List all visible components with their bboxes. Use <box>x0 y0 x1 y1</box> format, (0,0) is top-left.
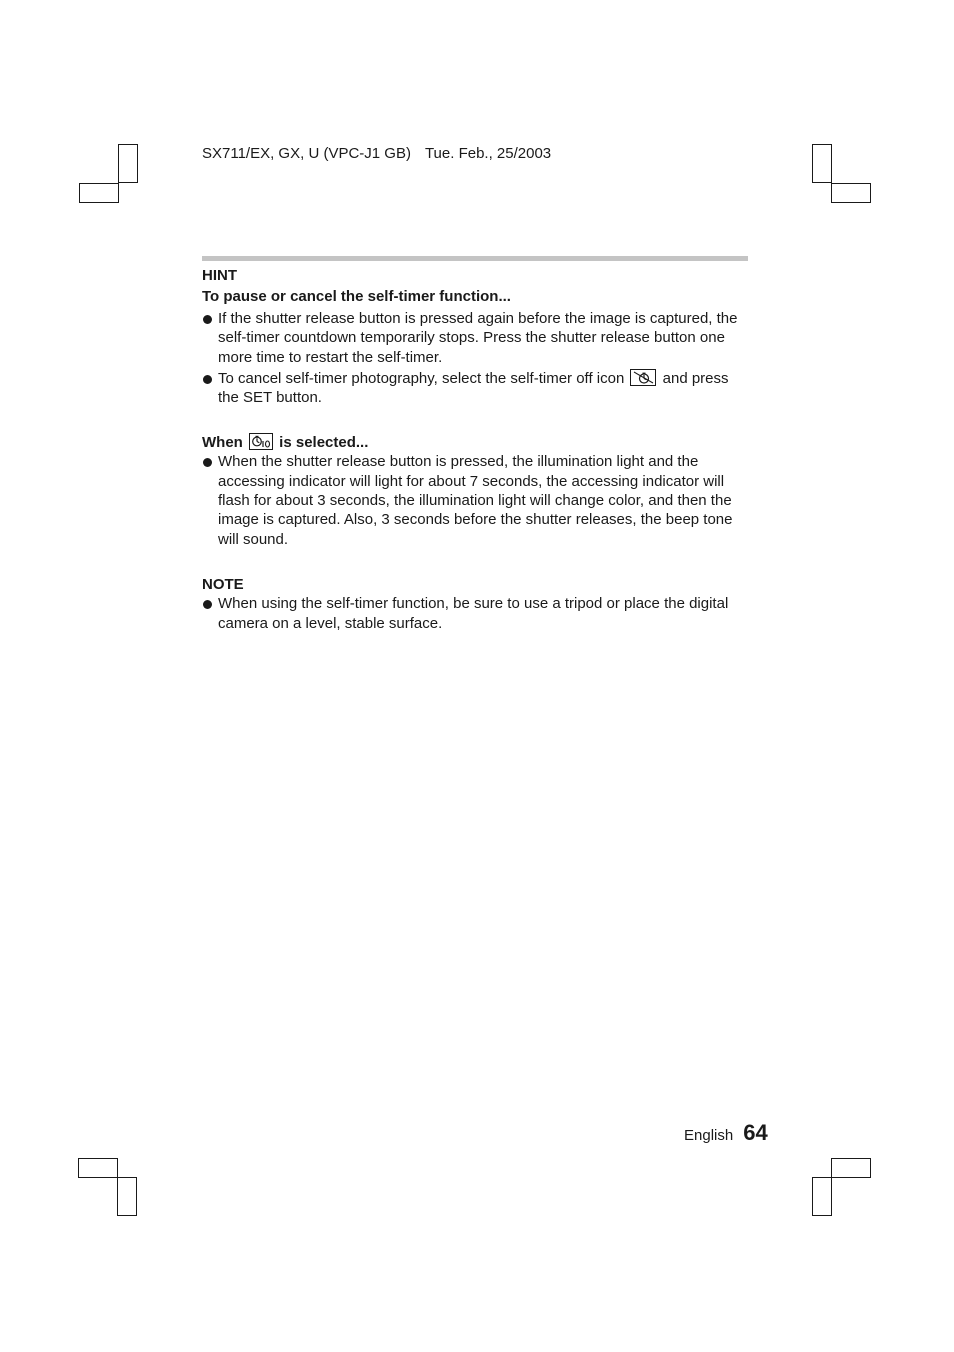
hint-label: HINT <box>202 267 237 284</box>
crop-mark-bottom-left-vertical <box>117 1177 137 1216</box>
crop-mark-bottom-right-vertical <box>812 1177 832 1216</box>
page-number: 64 <box>743 1120 768 1145</box>
language-label: English <box>684 1127 734 1144</box>
crop-mark-top-left-horizontal <box>79 183 119 203</box>
document-header <box>202 145 551 162</box>
crop-mark-bottom-right-horizontal <box>831 1158 871 1178</box>
crop-mark-bottom-left-horizontal <box>78 1158 118 1178</box>
hint-bullet-2-start: To cancel self-timer photography, select the self-timer off icon <box>218 369 625 387</box>
list-item <box>202 309 748 367</box>
when-title-end: is selected... <box>279 433 369 451</box>
when-list <box>202 452 748 549</box>
self-timer-off-icon <box>630 369 656 386</box>
section-rule <box>202 256 748 261</box>
list-item <box>202 369 748 408</box>
when-bullet-1: When the shutter release button is pressed, the illumination light and the accessing indicator will light for about 7 seconds, the accessing indicator will flash for about 3 seconds, the illumination light will change color, and then the image is captured. Also, 3 seconds before the shutter releases, the beep tone will sound. <box>218 453 733 548</box>
crop-mark-top-right-horizontal <box>831 183 871 203</box>
page-footer <box>684 1120 768 1146</box>
main-content <box>202 266 748 635</box>
hint-bullet-1: If the shutter release button is pressed again before the image is captured, the self-timer countdown temporarily stops. Press the shutter release button one more time to restart the self-timer. <box>218 309 738 366</box>
crop-mark-top-left-vertical <box>118 144 138 183</box>
model-text: SX711/EX, GX, U (VPC-J1 GB) <box>202 145 411 162</box>
bullet-icon <box>203 458 212 467</box>
note-label: NOTE <box>202 575 244 593</box>
bullet-icon <box>203 375 212 384</box>
note-bullet-1: When using the self-timer function, be sure to use a tripod or place the digital camera on a level, stable surface. <box>218 595 729 632</box>
hint-subtitle: To pause or cancel the self-timer function... <box>202 288 511 306</box>
when-selected-title <box>202 433 748 452</box>
date-text: Tue. Feb., 25/2003 <box>424 145 552 162</box>
when-title-start: When <box>202 433 243 451</box>
section-gap <box>202 551 748 575</box>
crop-mark-top-right-vertical <box>812 144 832 183</box>
bullet-icon <box>203 600 212 609</box>
hint-list <box>202 309 748 408</box>
section-gap <box>202 409 748 433</box>
hint-bullet-2-end: and press the SET button. <box>218 369 729 406</box>
bullet-icon <box>203 315 212 324</box>
note-list <box>202 594 748 633</box>
self-timer-10-icon <box>249 433 273 450</box>
list-item <box>202 452 748 549</box>
list-item <box>202 594 748 633</box>
